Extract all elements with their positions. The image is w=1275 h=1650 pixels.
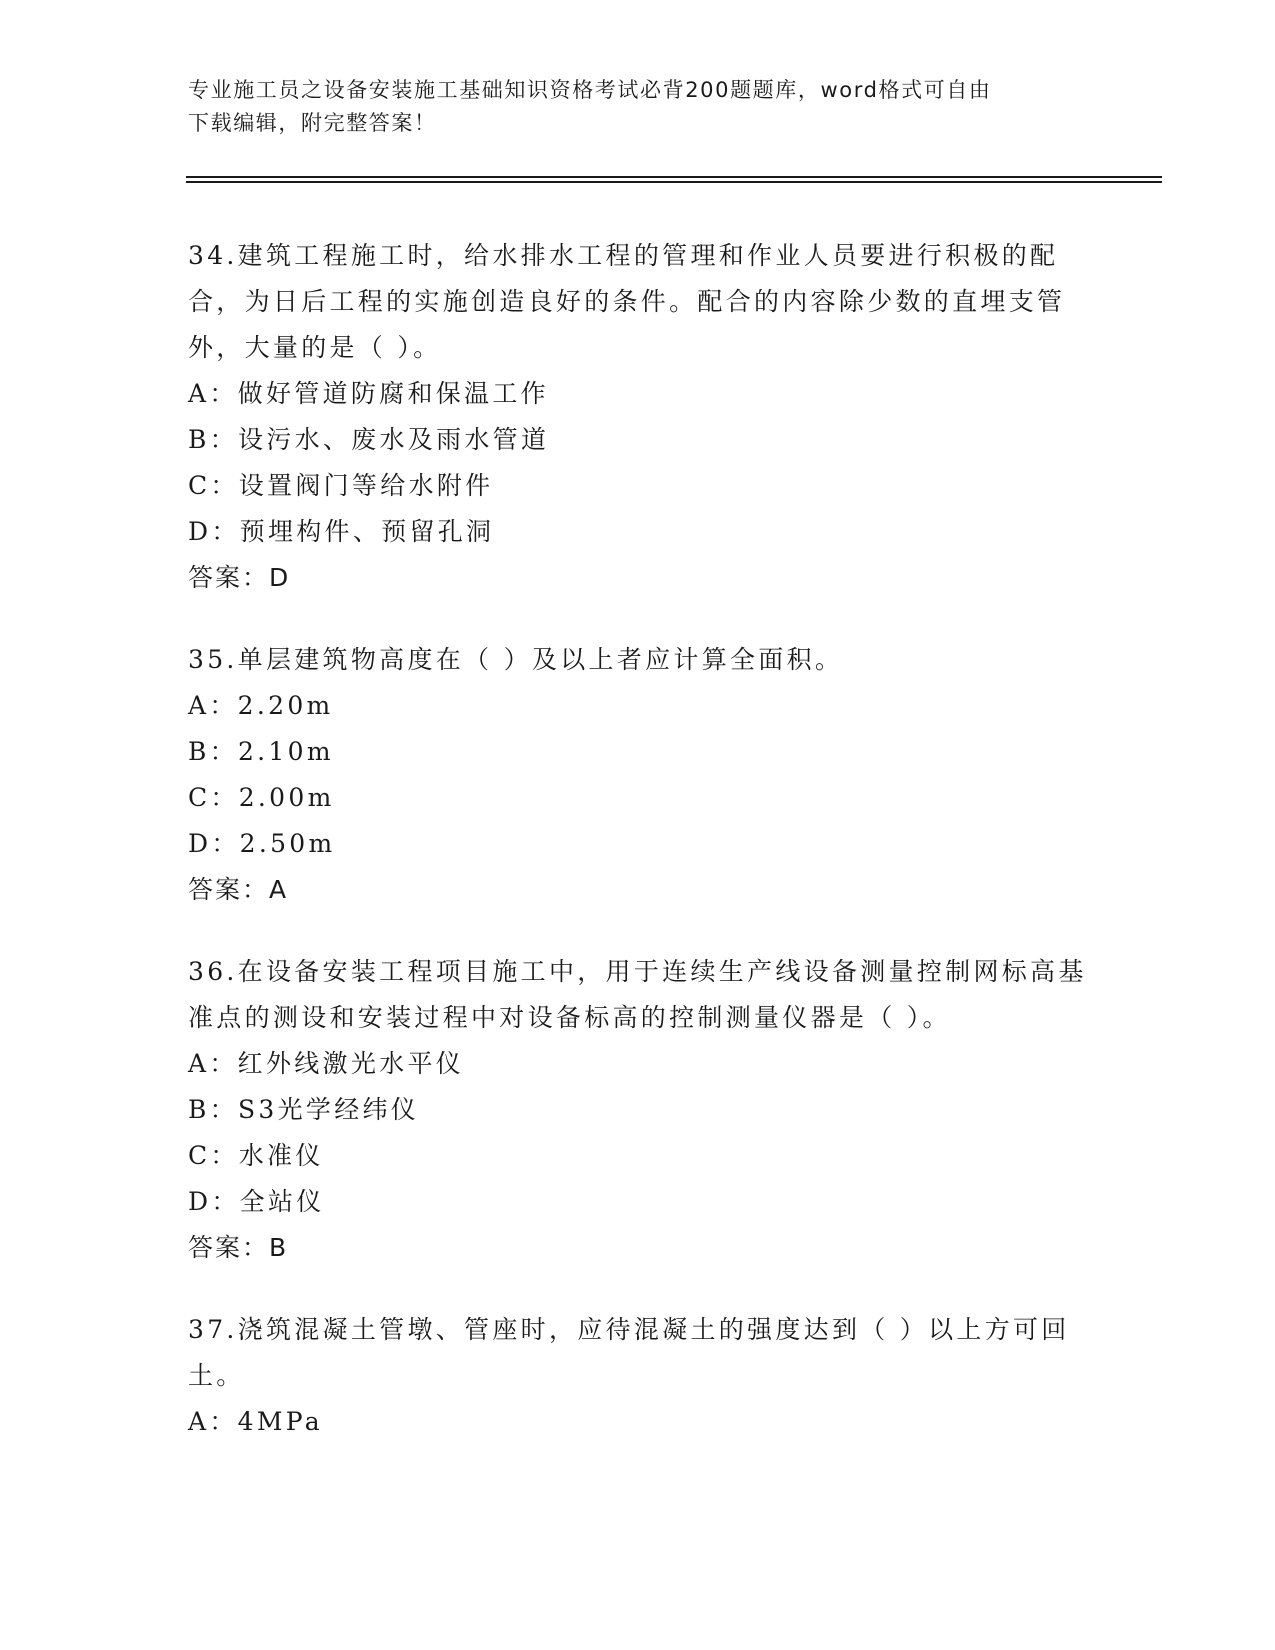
option-a: A：2.20m — [188, 691, 334, 720]
question-36 — [188, 949, 1088, 1271]
question-34 — [188, 233, 1088, 601]
header-rule-bottom — [186, 181, 1162, 183]
question-stem: 36.在设备安装工程项目施工中，用于连续生产线设备测量控制网标高基准点的测设和安装过程中对设备标高的控制测量仪器是（ ）。 — [188, 957, 1087, 1032]
question-37 — [188, 1307, 1088, 1445]
option-b: B：S3光学经纬仪 — [188, 1095, 420, 1124]
option-d: D：2.50m — [188, 829, 336, 858]
option-a: A：红外线激光水平仪 — [188, 1049, 465, 1078]
question-stem: 35.单层建筑物高度在（ ）及以上者应计算全面积。 — [188, 645, 844, 674]
question-35 — [188, 637, 1088, 913]
option-b: B：2.10m — [188, 737, 334, 766]
option-a: A：4MPa — [188, 1407, 323, 1436]
question-list — [188, 233, 1088, 1481]
option-c: C：设置阀门等给水附件 — [188, 471, 494, 500]
answer-line: 答案：B — [188, 1233, 289, 1262]
option-c: C：2.00m — [188, 783, 335, 812]
option-d: D：预埋构件、预留孔洞 — [188, 517, 495, 546]
document-header — [188, 74, 1068, 140]
question-stem: 34.建筑工程施工时，给水排水工程的管理和作业人员要进行积极的配合，为日后工程的实施创造良好的条件。配合的内容除少数的直埋支管外，大量的是（ ）。 — [188, 241, 1066, 362]
header-rule-top — [186, 176, 1162, 178]
option-c: C：水准仪 — [188, 1141, 324, 1170]
question-stem: 37.浇筑混凝土管墩、管座时，应待混凝土的强度达到（ ）以上方可回土。 — [188, 1315, 1070, 1390]
header-double-rule — [186, 176, 1162, 183]
option-b: B：设污水、废水及雨水管道 — [188, 425, 550, 454]
header-line-2: 下载编辑，附完整答案！ — [188, 111, 437, 135]
header-line-1: 专业施工员之设备安装施工基础知识资格考试必背200题题库，word格式可自由 — [188, 78, 992, 102]
answer-line: 答案：D — [188, 563, 291, 592]
option-a: A：做好管道防腐和保温工作 — [188, 379, 549, 408]
option-d: D：全站仪 — [188, 1187, 325, 1216]
answer-line: 答案：A — [188, 875, 289, 904]
